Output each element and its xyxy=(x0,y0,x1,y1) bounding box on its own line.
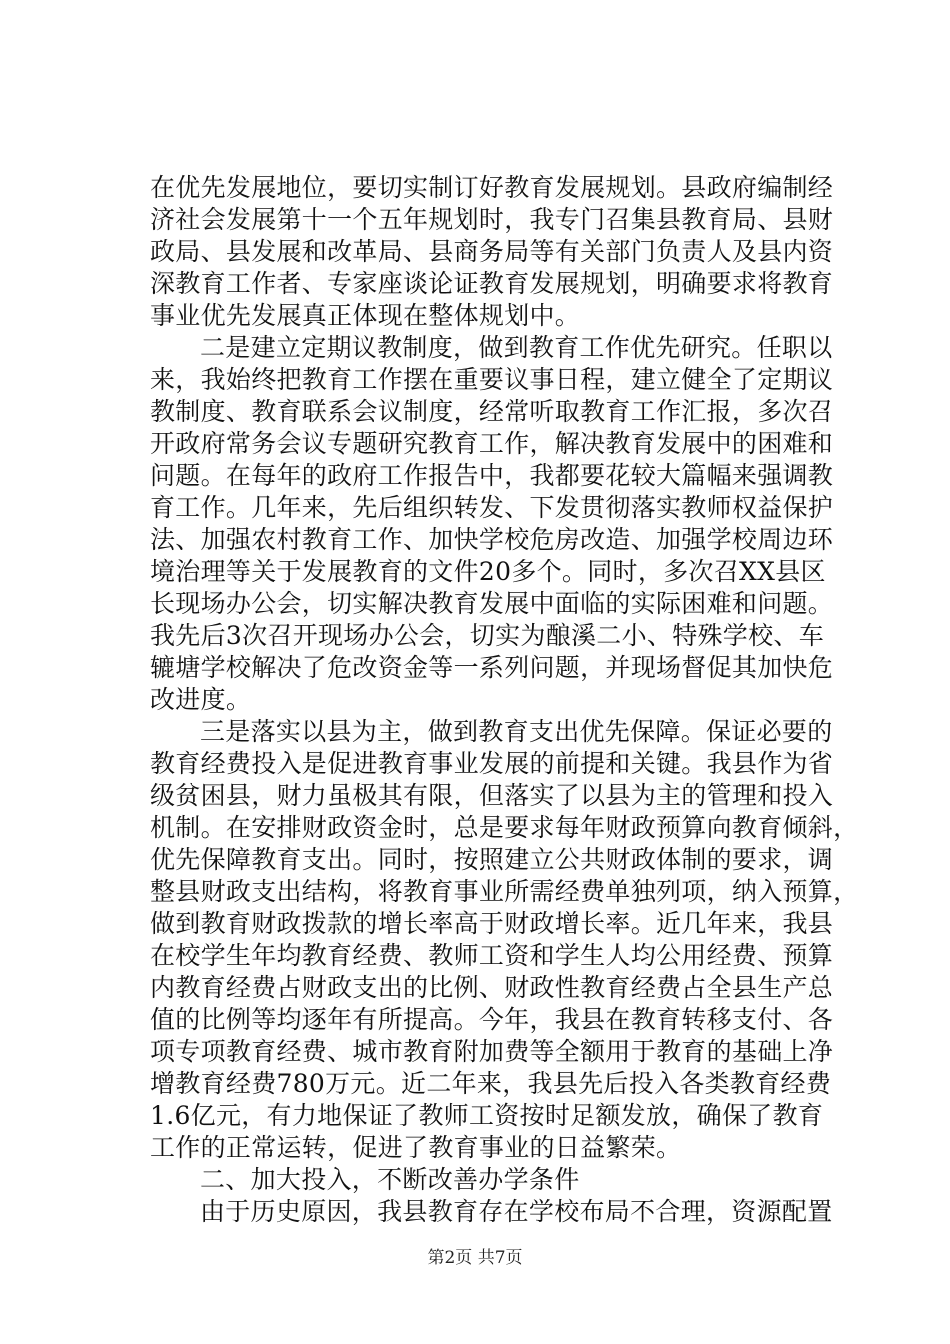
text-line: 我先后3次召开现场办公会，切实为酿溪二小、特殊学校、车 xyxy=(150,621,825,650)
text-line: 开政府常务会议专题研究教育工作，解决教育发展中的困难和 xyxy=(150,429,834,458)
text-line: 在校学生年均教育经费、教师工资和学生人均公用经费、预算 xyxy=(150,941,834,970)
paragraph-start-line: 二是建立定期议教制度，做到教育工作优先研究。任职以 xyxy=(200,333,833,362)
text-line: 项专项教育经费、城市教育附加费等全额用于教育的基础上净 xyxy=(150,1037,834,1066)
text-line: 来，我始终把教育工作摆在重要议事日程，建立健全了定期议 xyxy=(150,365,834,394)
text-line: 辘塘学校解决了危改资金等一系列问题，并现场督促其加快危 xyxy=(150,653,834,682)
text-line: 整县财政支出结构，将教育事业所需经费单独列项，纳入预算， xyxy=(150,877,859,906)
text-line: 济社会发展第十一个五年规划时，我专门召集县教育局、县财 xyxy=(150,205,834,234)
text-line: 长现场办公会，切实解决教育发展中面临的实际困难和问题。 xyxy=(150,589,834,618)
text-line: 优先保障教育支出。同时，按照建立公共财政体制的要求，调 xyxy=(150,845,834,874)
paragraph-start-line: 由于历史原因，我县教育存在学校布局不合理，资源配置 xyxy=(200,1197,833,1226)
text-line: 改进度。 xyxy=(150,685,252,714)
text-line: 深教育工作者、专家座谈论证教育发展规划，明确要求将教育 xyxy=(150,269,834,298)
text-line: 境治理等关于发展教育的文件20多个。同时，多次召XX县区 xyxy=(150,557,826,586)
text-line: 增教育经费780万元。近二年来，我县先后投入各类教育经费 xyxy=(150,1069,832,1098)
text-line: 做到教育财政拨款的增长率高于财政增长率。近几年来，我县 xyxy=(150,909,834,938)
text-line: 事业优先发展真正体现在整体规划中。 xyxy=(150,301,581,330)
text-line: 机制。在安排财政资金时，总是要求每年财政预算向教育倾斜， xyxy=(150,813,859,842)
text-line: 1.6亿元，有力地保证了教师工资按时足额发放，确保了教育 xyxy=(150,1101,824,1130)
text-line: 值的比例等均逐年有所提高。今年，我县在教育转移支付、各 xyxy=(150,1005,834,1034)
text-line: 内教育经费占财政支出的比例、财政性教育经费占全县生产总 xyxy=(150,973,834,1002)
text-line: 级贫困县，财力虽极其有限，但落实了以县为主的管理和投入 xyxy=(150,781,834,810)
document-body xyxy=(150,172,859,1228)
text-line: 教制度、教育联系会议制度，经常听取教育工作汇报，多次召 xyxy=(150,397,834,426)
text-line: 问题。在每年的政府工作报告中，我都要花较大篇幅来强调教 xyxy=(150,461,834,490)
text-line: 育工作。几年来，先后组织转发、下发贯彻落实教师权益保护 xyxy=(150,493,834,522)
text-line: 法、加强农村教育工作、加快学校危房改造、加强学校周边环 xyxy=(150,525,834,554)
section-heading: 二、加大投入，不断改善办学条件 xyxy=(200,1165,580,1194)
text-line: 政局、县发展和改革局、县商务局等有关部门负责人及县内资 xyxy=(150,237,834,266)
text-line: 在优先发展地位，要切实制订好教育发展规划。县政府编制经 xyxy=(150,173,834,202)
text-line: 工作的正常运转，促进了教育事业的日益繁荣。 xyxy=(150,1133,682,1162)
paragraph-start-line: 三是落实以县为主，做到教育支出优先保障。保证必要的 xyxy=(200,717,833,746)
text-line: 教育经费投入是促进教育事业发展的前提和关键。我县作为省 xyxy=(150,749,834,778)
page-footer: 第2页 共7页 xyxy=(427,1248,523,1268)
